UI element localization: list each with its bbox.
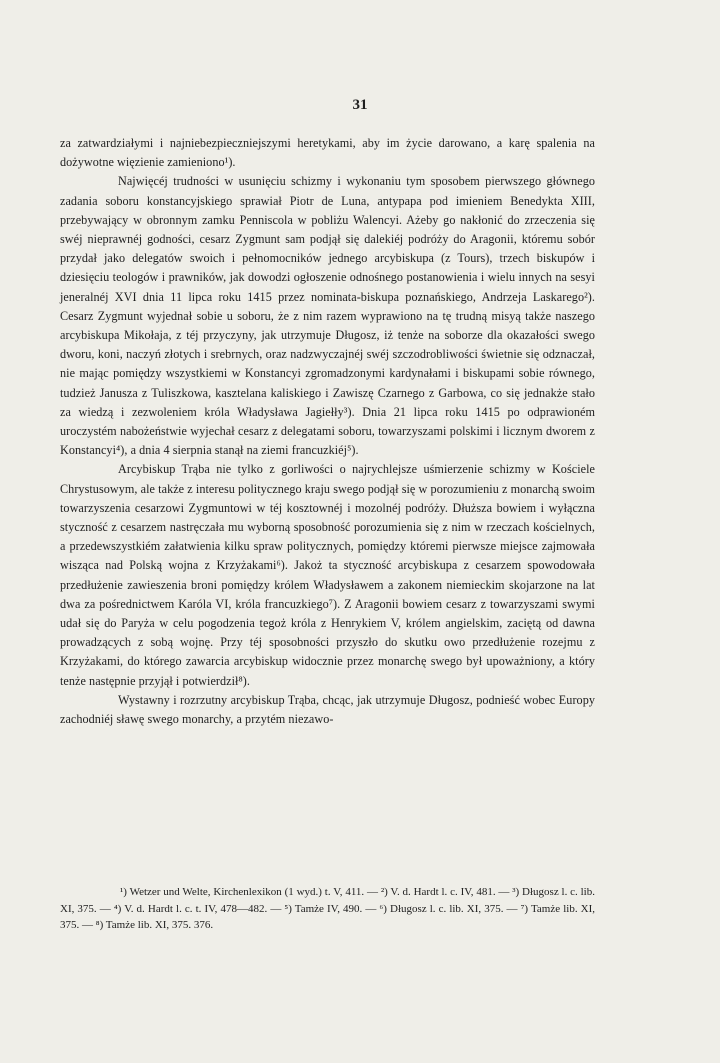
paragraph: Arcybiskup Trąba nie tylko z gorliwości o najrychlejsze uśmierzenie schizmy w Kościele Chrystusowym, ale także z interesu politycznego kraju swego podjął się w porozumieniu z monarchą swoim towarzyszenia cesarzowi Zygmuntowi w téj kosztownéj i mozolnéj podróży. Dłuższa bowiem i wyłączna styczność z cesarzem nastręczała mu wyborną sposobność porozumienia się z nim w rzeczach kościelnych, a przedewszystkiém załatwienia kilku spraw politycznych, pomiędzy któremi pierwsze miejsce zajmowała wisząca nad Polską wojna z Krzyżakami⁶). Jakoż ta styczność arcybiskupa z cesarzem spowodowała przedłużenie zawieszenia broni pomiędzy królem Władysławem a zakonem niemieckim skojarzone na lat dwa za pośrednictwem Karóla VI, króla francuzkiego⁷). Z Aragonii bowiem cesarz z towarzyszami swymi udał się do Paryża w celu pogodzenia tegoż króla z Henrykiem V, królem angielskim, zaciętą od dawna prowadzących z sobą wojnę. Przy téj sposobności przyszło do skutku owo przedłużenie rozejmu z Krzyżakami, do którego zawarcia arcybiskup widocznie przez monarchę swego był upoważniony, a który tenże następnie przyjął i potwierdził⁸).: [60, 462, 595, 688]
paragraph: Najwięcéj trudności w usunięciu schizmy i wykonaniu tym sposobem pierwszego głównego zadania soboru konstancyjskiego sprawiał Piotr de Luna, antypapa pod imieniem Benedykta XIII, przebywający w obronnym zamku Penniscola w pobliżu Walencyi. Ażeby go nakłonić do zrzeczenia się swéj nieprawnéj godności, cesarz Zygmunt sam podjął się dalekiéj podróży do Aragonii, któremu sobór przydał jako delegatów swoich i pełnomocników jednego arcybiskupa (z Tours), trzech biskupów i dziesięciu teologów i prawników, jak dowodzi ogłoszenie odnośnego postanowienia i wielu innych na sesyi jeneralnéj XVI dnia 11 lipca roku 1415 przez nominata-biskupa poznańskiego, Andrzeja Laskarego²). Cesarz Zygmunt wyjednał sobie u soboru, że z nim razem wyprawiono na tę trudną misyą także naszego arcybiskupa Mikołaja, z téj przyczyny, jak utrzymuje Długosz, iż tenże na soborze dla okazałości swego dworu, koni, naczyń złotych i srebrnych, oraz nadzwyczajnéj swéj szczodrobliwości świetnie się odznaczał, nie mając pomiędzy wszystkiemi w Konstancyi zgromadzonymi kardynałami i biskupami sobie równego, tudzież Janusza z Tuliszkowa, kasztelana kaliskiego i Zawiszę Czarnego z Garbowa, co się jednakże stało za wiedzą i zezwoleniem króla Władysława Jagiełły³). Dnia 21 lipca roku 1415 po odprawioném uroczystém nabożeństwie wyjechał cesarz z delegatami soboru, towarzyszami polskimi i licznym dworem z Konstancyi⁴), a dnia 4 sierpnia stanął na ziemi francuzkiéj⁵).: [60, 174, 595, 458]
footnotes: [60, 884, 595, 934]
paragraph: za zatwardziałymi i najniebezpieczniejszymi heretykami, aby im życie darowano, a karę spalenia na dożywotne więzienie zamieniono¹).: [60, 136, 595, 170]
page-number: 31: [352, 97, 368, 113]
paragraph: Wystawny i rozrzutny arcybiskup Trąba, chcąc, jak utrzymuje Długosz, podnieść wobec Europy zachodniéj sławę swego monarchy, a przytém niezawo-: [60, 692, 595, 727]
footnote-text: ¹) Wetzer und Welte, Kirchenlexikon (1 wyd.) t. V, 411. — ²) V. d. Hardt l. c. IV, 481. — ³) Długosz l. c. lib. XI, 375. — ⁴) V. d. Hardt l. c. t. IV, 478—482. — ⁵) Tamże IV, 490. — ⁶) Długosz l. c. lib. XI, 375. — ⁷) Tamże lib. XI, 375. — ⁸) Tamże lib. XI, 375. 376.: [60, 886, 595, 931]
body-text: [60, 134, 595, 729]
